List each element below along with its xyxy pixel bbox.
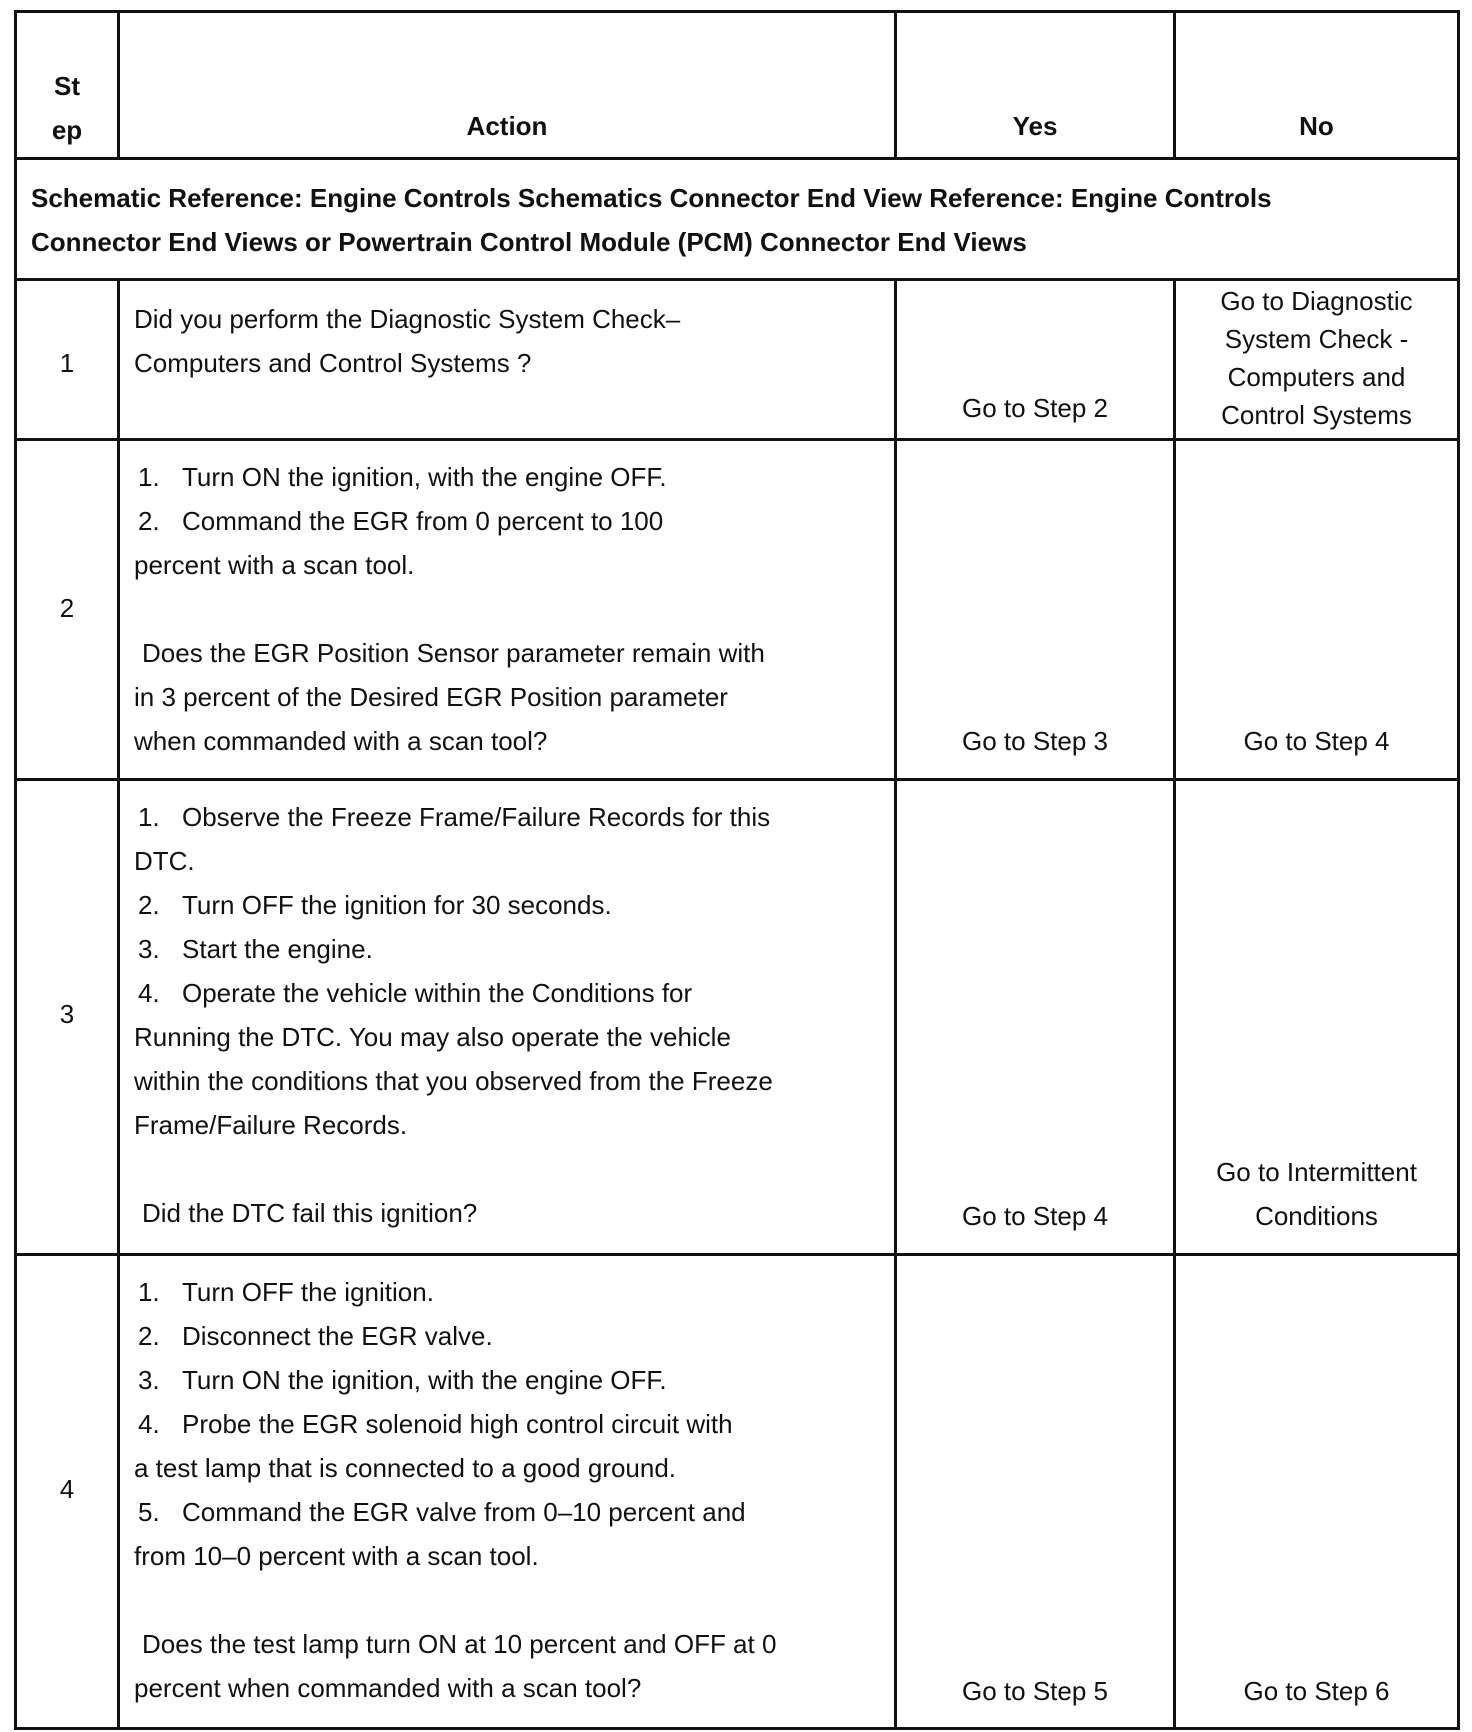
step-yes: Go to Step 2 bbox=[962, 393, 1108, 423]
header-step-line2: ep bbox=[51, 115, 83, 145]
no-line: System Check - bbox=[1224, 324, 1409, 354]
action-question: when commanded with a scan tool? bbox=[134, 726, 548, 756]
header-step-line1: St bbox=[54, 71, 80, 101]
action-item bbox=[134, 455, 894, 499]
no-line: Go to Intermittent bbox=[1216, 1157, 1417, 1187]
item-number: 3. bbox=[138, 934, 160, 964]
step-yes: Go to Step 4 bbox=[962, 1201, 1108, 1231]
action-continuation: from 10–0 percent with a scan tool. bbox=[134, 1541, 539, 1571]
step-no: Go to Step 4 bbox=[1243, 726, 1390, 756]
step-yes: Go to Step 5 bbox=[962, 1676, 1108, 1706]
action-question: Does the EGR Position Sensor parameter remain with bbox=[142, 638, 765, 668]
item-text: Start the engine. bbox=[182, 934, 373, 964]
item-number: 4. bbox=[138, 1409, 160, 1439]
action-item bbox=[134, 883, 894, 927]
header-yes: Yes bbox=[1012, 111, 1058, 141]
item-text: Command the EGR from 0 percent to 100 bbox=[182, 506, 664, 536]
action-item bbox=[134, 927, 894, 971]
action-item bbox=[134, 1314, 894, 1358]
action-item bbox=[134, 1270, 894, 1314]
item-text: Turn ON the ignition, with the engine OFF. bbox=[182, 1365, 667, 1395]
action-item bbox=[134, 1358, 894, 1402]
header-no: No bbox=[1299, 111, 1334, 141]
step-no bbox=[1176, 1150, 1457, 1238]
item-number: 4. bbox=[138, 978, 160, 1008]
action-question: in 3 percent of the Desired EGR Position parameter bbox=[134, 682, 728, 712]
step-no: Go to Step 6 bbox=[1243, 1676, 1390, 1706]
action-question: percent when commanded with a scan tool? bbox=[134, 1673, 642, 1703]
item-number: 2. bbox=[138, 1321, 160, 1351]
schematic-reference bbox=[31, 176, 1451, 264]
action-continuation: percent with a scan tool. bbox=[134, 550, 415, 580]
reference-line-1: Schematic Reference: Engine Controls Schematics Connector End View Reference: Engine Controls bbox=[31, 183, 1272, 213]
action-continuation: Running the DTC. You may also operate the vehicle bbox=[134, 1022, 731, 1052]
item-number: 1. bbox=[138, 802, 160, 832]
action-item bbox=[134, 971, 894, 1015]
item-text: Probe the EGR solenoid high control circuit with bbox=[182, 1409, 733, 1439]
item-text: Turn OFF the ignition for 30 seconds. bbox=[182, 890, 612, 920]
action-continuation: a test lamp that is connected to a good ground. bbox=[134, 1453, 677, 1483]
action-continuation: within the conditions that you observed from the Freeze bbox=[134, 1066, 773, 1096]
item-text: Observe the Freeze Frame/Failure Records for this bbox=[182, 802, 771, 832]
action-item bbox=[134, 1490, 894, 1534]
action-line: Computers and Control Systems ? bbox=[134, 348, 532, 378]
header-action: Action bbox=[466, 111, 548, 141]
item-number: 2. bbox=[138, 890, 160, 920]
reference-line-2: Connector End Views or Powertrain Control Module (PCM) Connector End Views bbox=[31, 227, 1027, 257]
step-number: 2 bbox=[59, 593, 75, 623]
step-number: 3 bbox=[59, 999, 75, 1029]
action-question: Does the test lamp turn ON at 10 percent and OFF at 0 bbox=[142, 1629, 777, 1659]
step-action bbox=[134, 1270, 894, 1710]
action-continuation: Frame/Failure Records. bbox=[134, 1110, 408, 1140]
action-question: Did the DTC fail this ignition? bbox=[142, 1198, 478, 1228]
item-number: 3. bbox=[138, 1365, 160, 1395]
item-number: 1. bbox=[138, 1277, 160, 1307]
action-item bbox=[134, 499, 894, 543]
item-number: 1. bbox=[138, 462, 160, 492]
item-text: Turn OFF the ignition. bbox=[182, 1277, 434, 1307]
step-number: 4 bbox=[59, 1474, 75, 1504]
action-line: Did you perform the Diagnostic System Check– bbox=[134, 304, 681, 334]
no-line: Go to Diagnostic bbox=[1220, 286, 1413, 316]
item-text: Operate the vehicle within the Conditions for bbox=[182, 978, 693, 1008]
item-text: Turn ON the ignition, with the engine OFF. bbox=[182, 462, 667, 492]
action-item bbox=[134, 1402, 894, 1446]
step-number: 1 bbox=[59, 348, 75, 378]
step-yes: Go to Step 3 bbox=[962, 726, 1108, 756]
no-line: Control Systems bbox=[1221, 400, 1412, 430]
no-line: Computers and bbox=[1227, 362, 1406, 392]
header-step bbox=[17, 64, 117, 152]
item-number: 2. bbox=[138, 506, 160, 536]
no-line: Conditions bbox=[1255, 1201, 1378, 1231]
step-action bbox=[134, 297, 894, 385]
action-item bbox=[134, 795, 894, 839]
step-no bbox=[1176, 282, 1457, 434]
item-text: Command the EGR valve from 0–10 percent and bbox=[182, 1497, 746, 1527]
step-action bbox=[134, 795, 894, 1235]
action-continuation: DTC. bbox=[134, 846, 195, 876]
item-number: 5. bbox=[138, 1497, 160, 1527]
step-action bbox=[134, 455, 894, 763]
item-text: Disconnect the EGR valve. bbox=[182, 1321, 493, 1351]
